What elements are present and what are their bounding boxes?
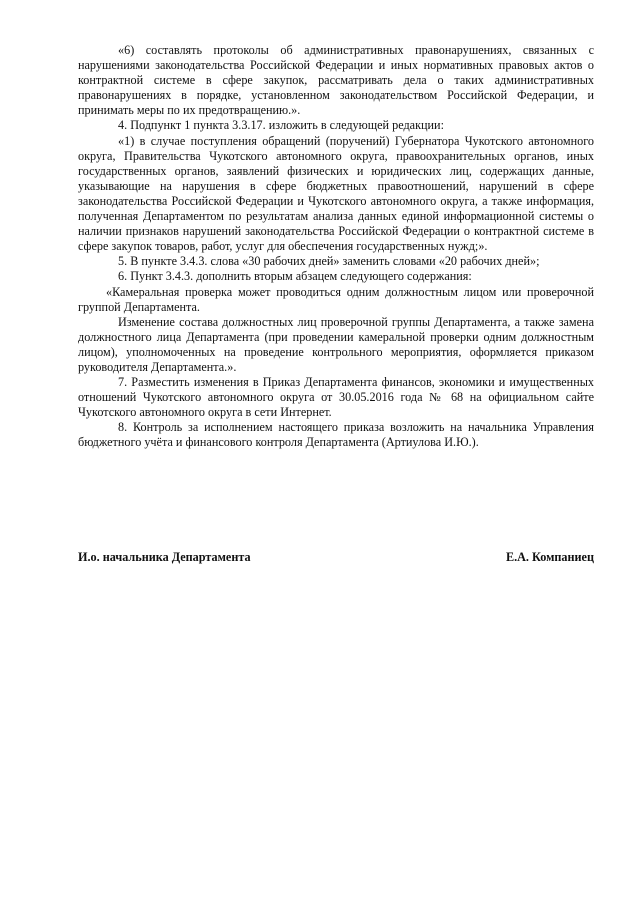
document-body xyxy=(78,43,594,451)
paragraph-point-8: 8. Контроль за исполнением настоящего приказа возложить на начальника Управления бюджетного учёта и финансового контроля Департамента (Артиулова И.Ю.). xyxy=(78,420,594,450)
paragraph-subpoint-1-text: «1) в случае поступления обращений (поручений) Губернатора Чукотского автономного округа, Правительства Чукотского автономного округа, правоохранительных органов, иных государственных органов, заявлений физических и юридических лиц, содержащих данные, указывающие на нарушения в сфере бюджетных правоотношений, нарушений в сфере законодательства Российской Федерации и Чукотского автономного округа, а также информация, полученная Департаментом по результатам анализа данных единой информационной системы о наличии признаков нарушений законодательства Российской Федерации о контрактной системе в сфере закупок товаров, работ, услуг для обеспечения государственных нужд;». xyxy=(78,133,594,254)
paragraph-cameral-check: «Камеральная проверка может проводиться одним должностным лицом или проверочной группой Департамента. xyxy=(78,284,594,314)
paragraph-point-7: 7. Разместить изменения в Приказ Департамента финансов, экономики и имущественных отношений Чукотского автономного округа от 30.05.2016 года № 68 на официальном сайте Чукотского автономного округа в сети Интернет. xyxy=(78,375,594,420)
signatory-position: И.о. начальника Департамента xyxy=(78,550,251,564)
paragraph-point-4: 4. Подпункт 1 пункта 3.3.17. изложить в следующей редакции: xyxy=(118,118,444,133)
paragraph-point-6: 6. Пункт 3.4.3. дополнить вторым абзацем следующего содержания: xyxy=(118,269,472,284)
paragraph-item-6-protocols: «6) составлять протоколы об административных правонарушениях, связанных с нарушениями законодательства Российской Федерации и иных нормативных правовых актов о контрактной системе в сфере закупок, рассматривать дела о таких административных правонарушениях в порядке, установленном законодательством Российской Федерации, и принимать меры по их предотвращению.». xyxy=(78,43,594,118)
signature-block xyxy=(78,550,594,565)
paragraph-point-5: 5. В пункте 3.4.3. слова «30 рабочих дней» заменить словами «20 рабочих дней»; xyxy=(118,254,540,269)
signatory-name: Е.А. Компаниец xyxy=(505,550,594,564)
paragraph-group-change: Изменение состава должностных лиц проверочной группы Департамента, а также замена должностного лица Департамента (при проведении камеральной проверки одним должностным лицом), уполномоченных на проведение контрольного мероприятия, оформляется приказом руководителя Департамента.». xyxy=(78,314,594,374)
